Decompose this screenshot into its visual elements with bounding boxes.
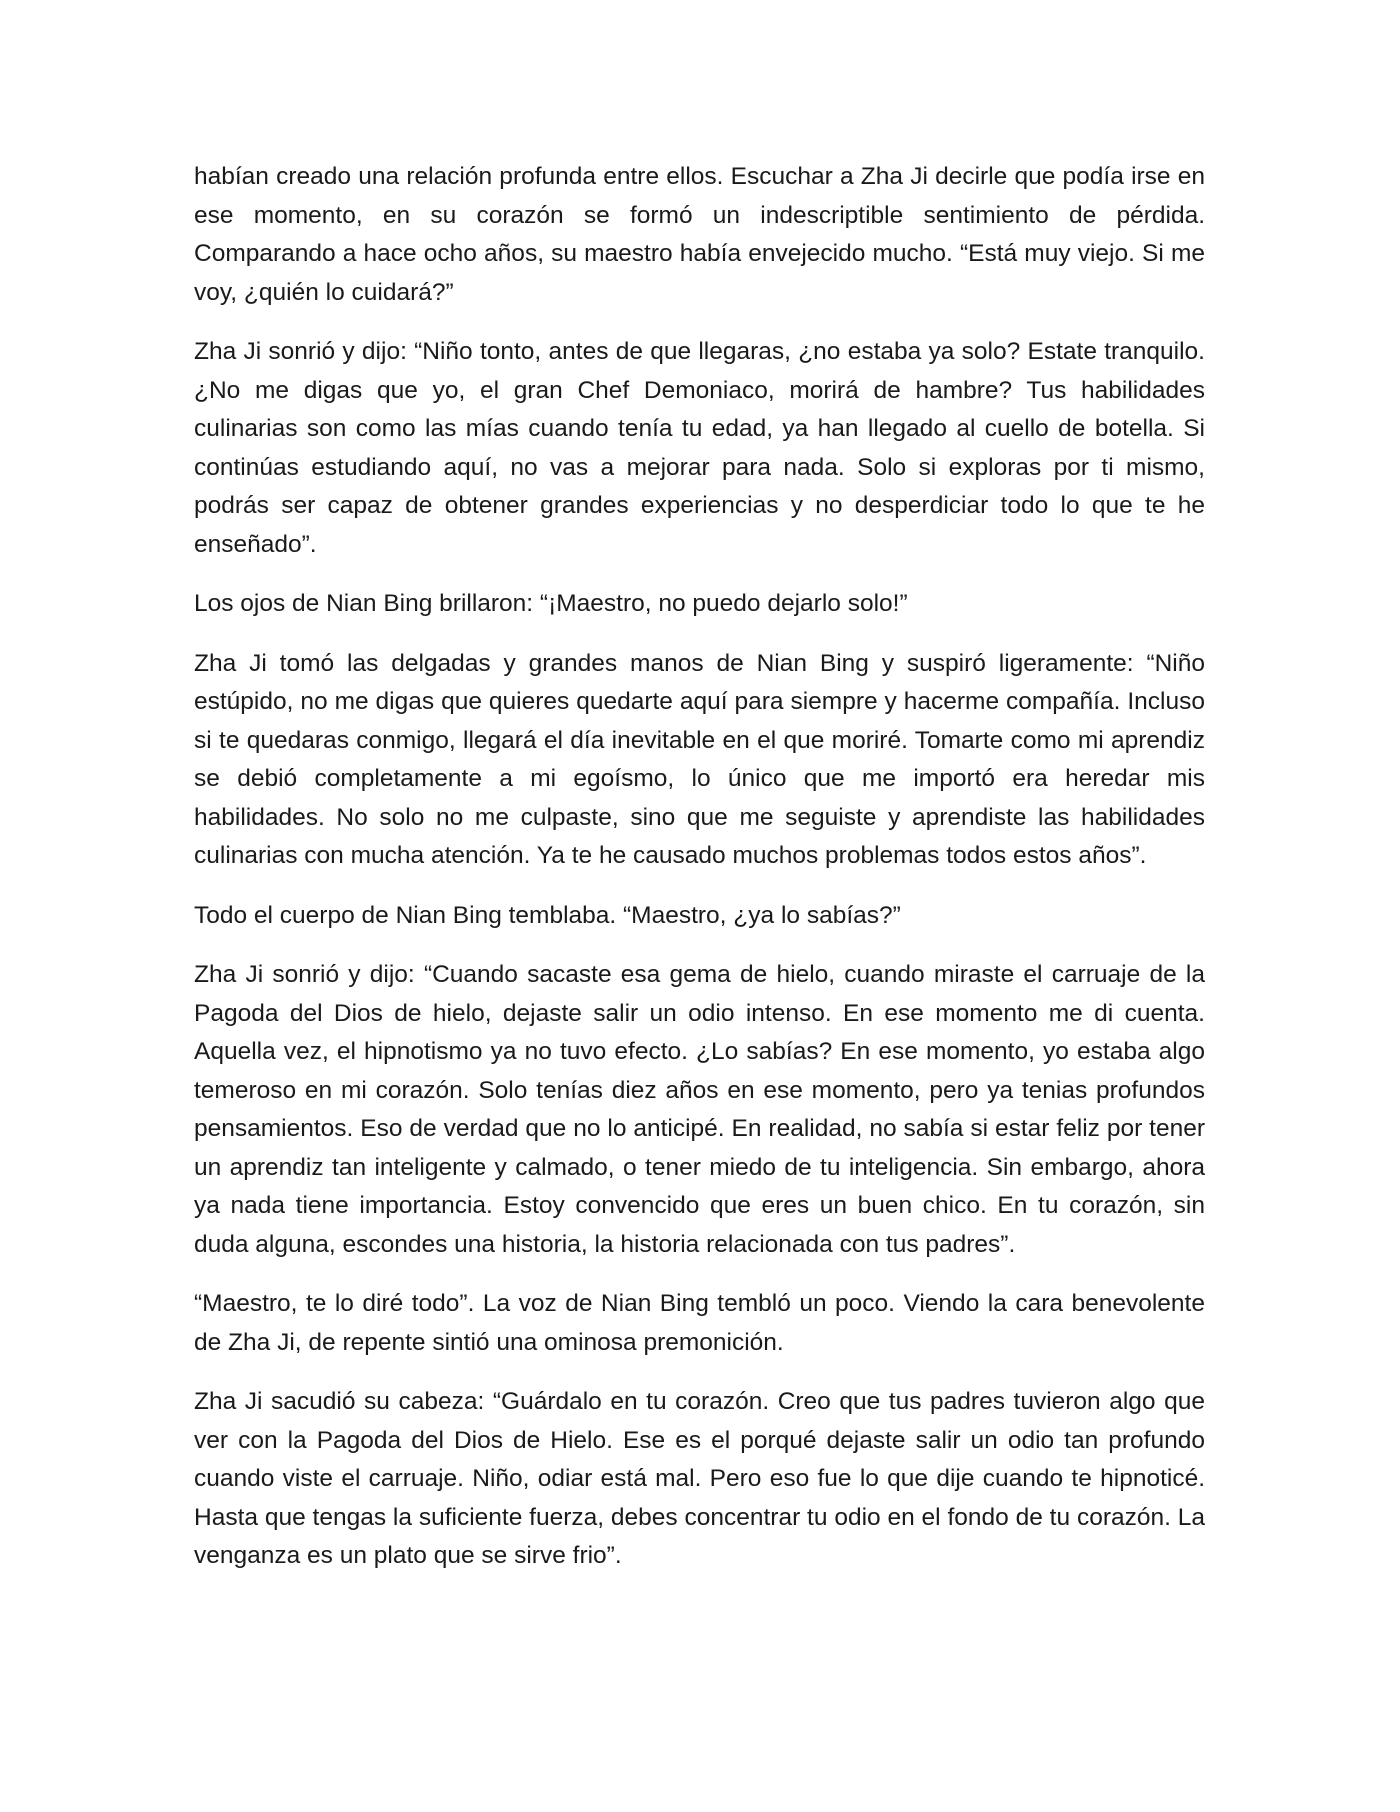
paragraph-8: Zha Ji sacudió su cabeza: “Guárdalo en tu corazón. Creo que tus padres tuvieron algo que ver con la Pagoda del Dios de Hielo. Ese es el porqué dejaste salir un odio tan profundo cuando viste el carruaje. Niño, odiar está mal. Pero eso fue lo que dije cuando te hipnoticé. Hasta que tengas la suficiente fuerza, debes concentrar tu odio en el fondo de tu corazón. La venganza es un plato que se sirve frio”. [194, 1388, 1205, 1569]
paragraph-7: “Maestro, te lo diré todo”. La voz de Nian Bing tembló un poco. Viendo la cara benevolente de Zha Ji, de repente sintió una ominosa premonición. [194, 1290, 1205, 1356]
body-text [194, 158, 1205, 1597]
paragraph-6: Zha Ji sonrió y dijo: “Cuando sacaste esa gema de hielo, cuando miraste el carruaje de la Pagoda del Dios de hielo, dejaste salir un odio intenso. En ese momento me di cuenta. Aquella vez, el hipnotismo ya no tuvo efecto. ¿Lo sabías? En ese momento, yo estaba algo temeroso en mi corazón. Solo tenías diez años en ese momento, pero ya tenias profundos pensamientos. Eso de verdad que no lo anticipé. En realidad, no sabía si estar feliz por tener un aprendiz tan inteligente y calmado, o tener miedo de tu inteligencia. Sin embargo, ahora ya nada tiene importancia. Estoy convencido que eres un buen chico. En tu corazón, sin duda alguna, escondes una historia, la historia relacionada con tus padres”. [194, 961, 1205, 1258]
paragraph-1: habían creado una relación profunda entre ellos. Escuchar a Zha Ji decirle que podía irse en ese momento, en su corazón se formó un indescriptible sentimiento de pérdida. Comparando a hace ocho años, su maestro había envejecido mucho. “Está muy viejo. Si me voy, ¿quién lo cuidará?” [194, 163, 1205, 306]
paragraph-2: Zha Ji sonrió y dijo: “Niño tonto, antes de que llegaras, ¿no estaba ya solo? Estate tranquilo. ¿No me digas que yo, el gran Chef Demoniaco, morirá de hambre? Tus habilidades culinarias son como las mías cuando tenía tu edad, ya han llegado al cuello de botella. Si continúas estudiando aquí, no vas a mejorar para nada. Solo si exploras por ti mismo, podrás ser capaz de obtener grandes experiencias y no desperdiciar todo lo que te he enseñado”. [194, 338, 1205, 558]
paragraph-3: Los ojos de Nian Bing brillaron: “¡Maestro, no puedo dejarlo solo!” [194, 590, 908, 617]
paragraph-4: Zha Ji tomó las delgadas y grandes manos de Nian Bing y suspiró ligeramente: “Niño estúpido, no me digas que quieres quedarte aquí para siempre y hacerme compañía. Incluso si te quedaras conmigo, llegará el día inevitable en el que moriré. Tomarte como mi aprendiz se debió completamente a mi egoísmo, lo único que me importó era heredar mis habilidades. No solo no me culpaste, sino que me seguiste y aprendiste las habilidades culinarias con mucha atención. Ya te he causado muchos problemas todos estos años”. [194, 649, 1205, 869]
paragraph-5: Todo el cuerpo de Nian Bing temblaba. “Maestro, ¿ya lo sabías?” [194, 901, 901, 929]
